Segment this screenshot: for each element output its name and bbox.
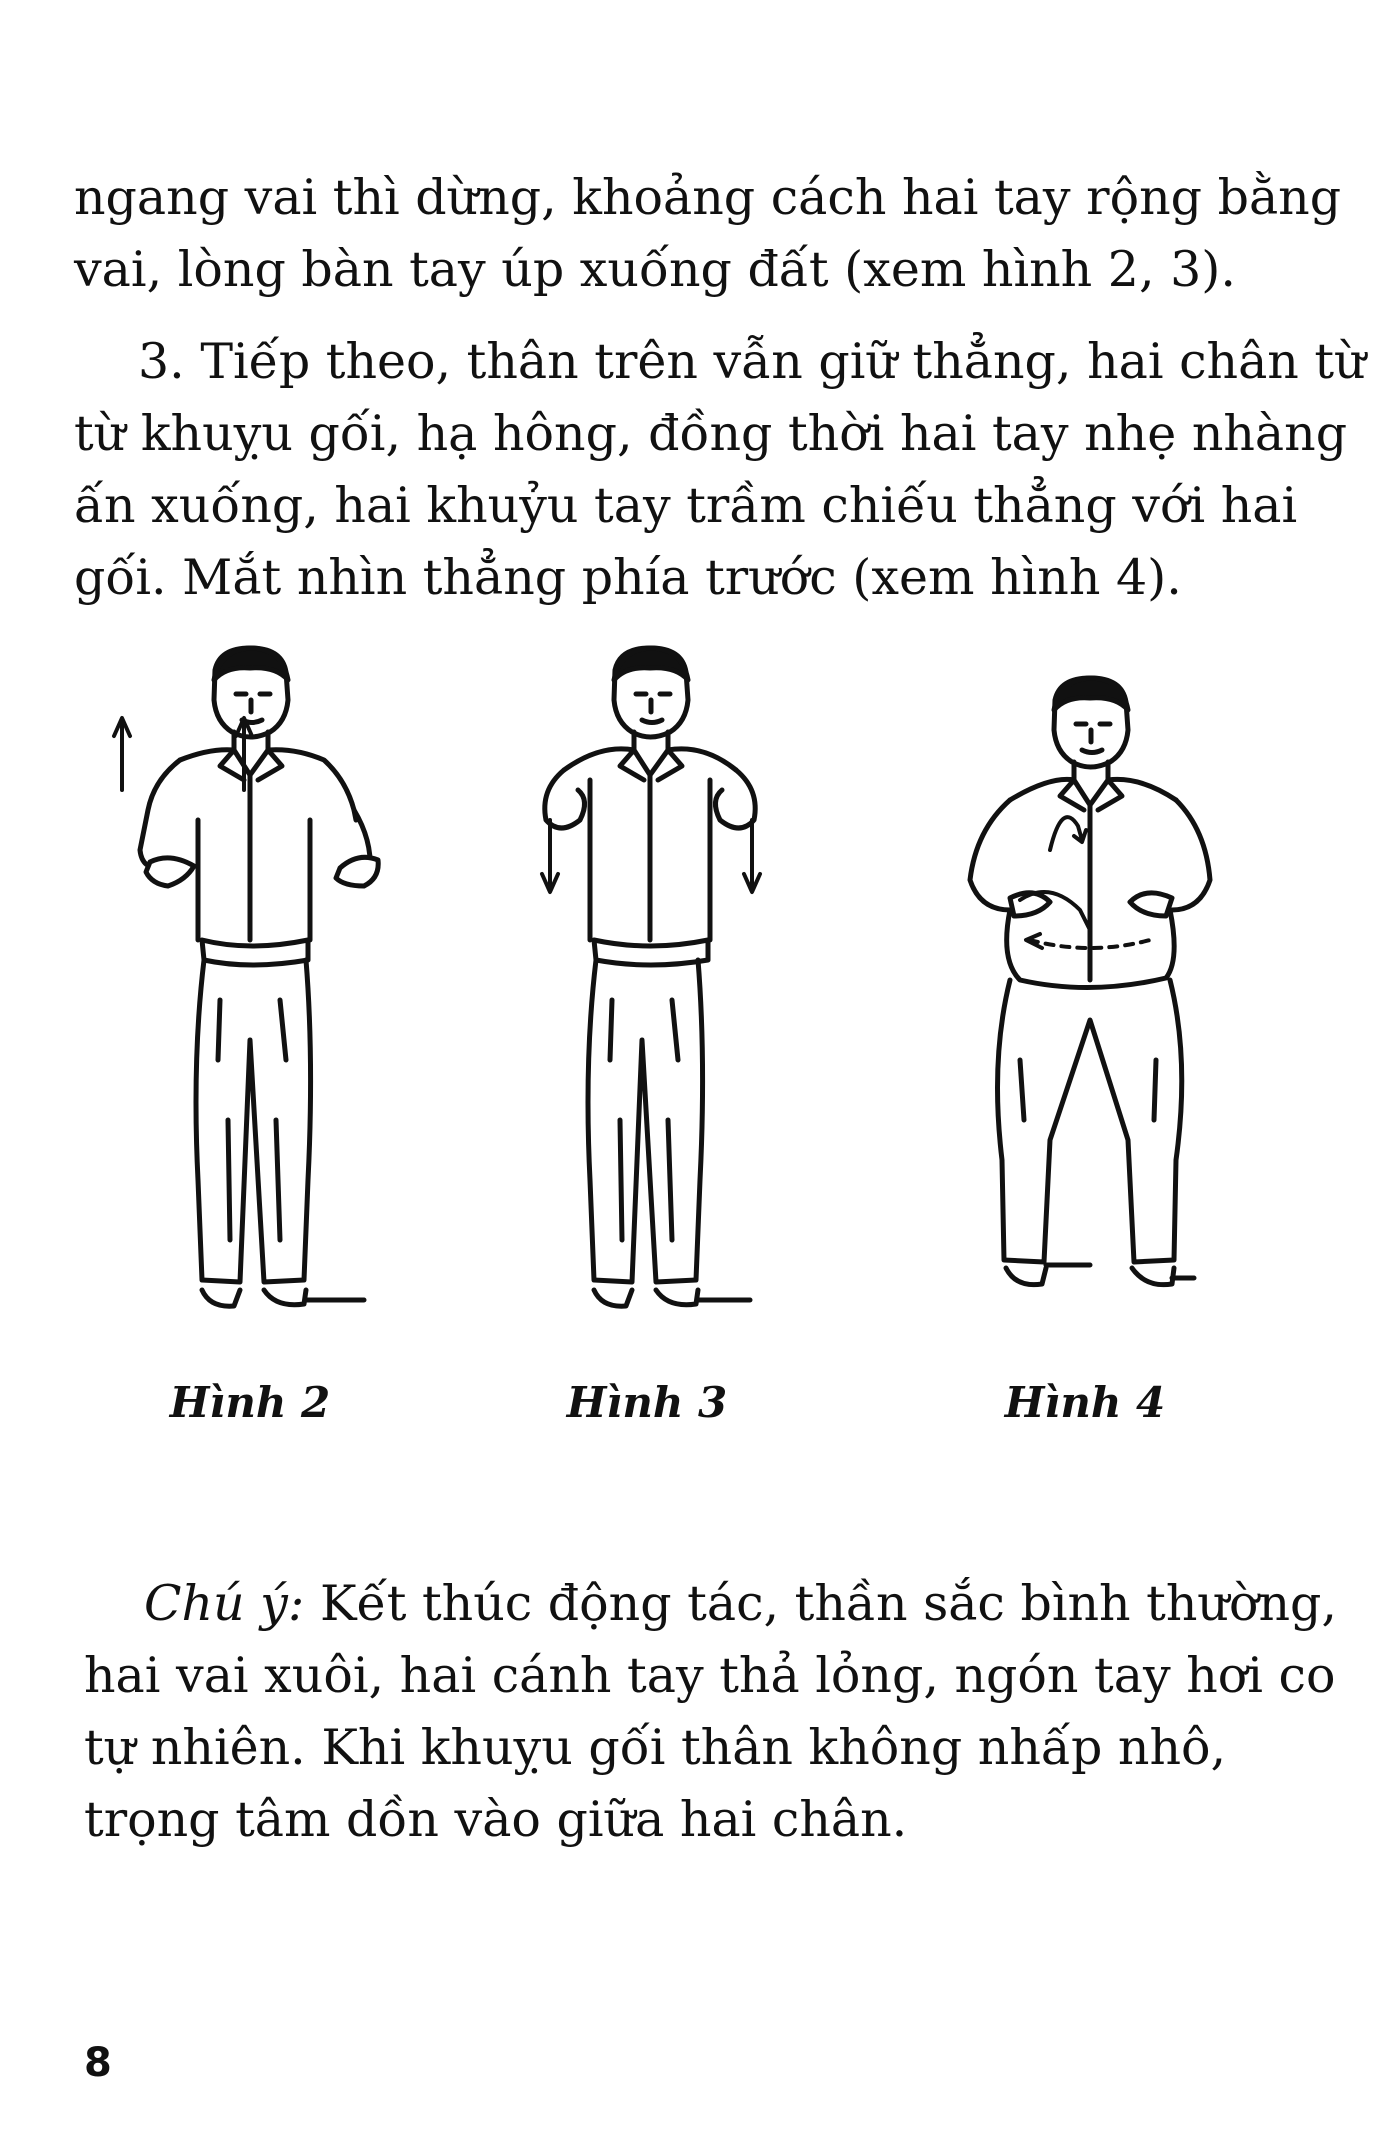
text-line: gối. Mắt nhìn thẳng phía trước (xem hình 4). (74, 549, 1182, 606)
text-line: hai vai xuôi, hai cánh tay thả lỏng, ngón tay hơi co (84, 1647, 1336, 1704)
standing-figure-hands-raised-icon (110, 640, 390, 1360)
figure-2 (110, 640, 390, 1360)
figure-caption: Hình 2 (169, 1378, 331, 1427)
paragraph-top (74, 162, 1342, 306)
note-paragraph (84, 1568, 1337, 1856)
text-line: ấn xuống, hai khuỷu tay trầm chiếu thẳng với hai (74, 477, 1298, 534)
text-line: trọng tâm dồn vào giữa hai chân. (84, 1791, 908, 1848)
text-line: tự nhiên. Khi khuỵu gối thân không nhấp nhô, (84, 1719, 1227, 1776)
text-line: ngang vai thì dừng, khoảng cách hai tay rộng bằng (74, 169, 1342, 226)
figure-row (0, 640, 1388, 1400)
note-text: Kết thúc động tác, thần sắc bình thường, (319, 1575, 1337, 1632)
paragraph-step-3 (74, 326, 1366, 614)
text-line: từ khuỵu gối, hạ hông, đồng thời hai tay nhẹ nhàng (74, 405, 1348, 462)
standing-figure-hands-lifting-icon (520, 640, 800, 1360)
figure-3 (520, 640, 800, 1360)
text-line (84, 1568, 1337, 1640)
squatting-figure-hands-pressing-icon (950, 640, 1230, 1360)
figure-4 (950, 640, 1230, 1360)
figure-caption: Hình 3 (566, 1378, 728, 1427)
text-line: vai, lòng bàn tay úp xuống đất (xem hình 2, 3). (74, 241, 1237, 298)
figure-caption: Hình 4 (1004, 1378, 1166, 1427)
note-label: Chú ý: (144, 1575, 305, 1632)
text-line: 3. Tiếp theo, thân trên vẫn giữ thẳng, hai chân từ (138, 333, 1366, 390)
page-number: 8 (84, 2040, 112, 2086)
